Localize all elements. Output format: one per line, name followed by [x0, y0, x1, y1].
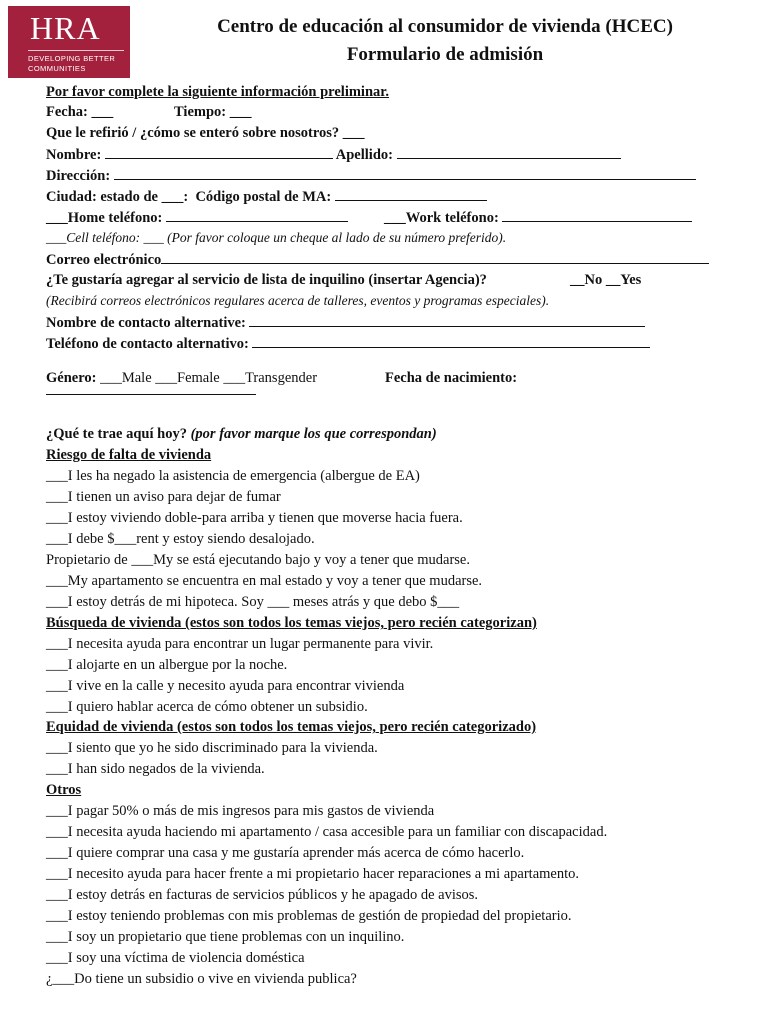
otros-item[interactable]: ___I estoy detrás en facturas de servicios públicos y he apagado de avisos.: [46, 887, 479, 903]
correo-row: [46, 251, 709, 269]
otros-item[interactable]: ___I quiere comprar una casa y me gustaría aprender más acerca de cómo hacerlo.: [46, 845, 525, 861]
nombre-input[interactable]: [105, 146, 333, 159]
home-phone-input[interactable]: [166, 209, 348, 222]
riesgo-item[interactable]: ___I tienen un aviso para dejar de fumar: [46, 489, 281, 505]
otros-item[interactable]: ¿___Do tiene un subsidio o vive en vivienda publica?: [46, 971, 357, 987]
section-equidad: Equidad de vivienda (estos son todos los temas viejos, pero recién categorizado): [46, 719, 537, 735]
otros-item[interactable]: ___I pagar 50% o más de mis ingresos para mis gastos de vivienda: [46, 803, 435, 819]
correo-input[interactable]: [161, 251, 709, 264]
apellido-label: Apellido:: [335, 147, 393, 163]
tiempo-field[interactable]: Tiempo: ___: [174, 104, 252, 120]
otros-item[interactable]: ___I soy un propietario que tiene problemas con un inquilino.: [46, 929, 405, 945]
otros-item[interactable]: ___I estoy teniendo problemas con mis problemas de gestión de propiedad del propietario.: [46, 908, 572, 924]
ciudad-row: [46, 188, 487, 206]
hra-logo: [8, 6, 130, 78]
otros-item[interactable]: ___I necesita ayuda haciendo mi apartamento / casa accesible para un familiar con discapacidad.: [46, 824, 608, 840]
reason-question: ¿Qué te trae aquí hoy? (por favor marque los que correspondan): [46, 426, 437, 442]
equidad-item[interactable]: ___I han sido negados de la vivienda.: [46, 761, 265, 777]
alt-name-row: [46, 314, 645, 332]
nombre-row: [46, 146, 621, 164]
ciudad-label[interactable]: Ciudad: estado de ___:: [46, 189, 189, 205]
alt-phone-label: Teléfono de contacto alternativo:: [46, 336, 249, 352]
nacimiento-label: Fecha de nacimiento:: [385, 370, 518, 386]
apellido-input[interactable]: [397, 146, 621, 159]
form-subtitle: Formulario de admisión: [346, 44, 544, 65]
riesgo-item[interactable]: ___I estoy detrás de mi hipoteca. Soy ___ meses atrás y que debo $___: [46, 594, 460, 610]
riesgo-item[interactable]: Propietario de ___My se está ejecutando bajo y voy a tener que mudarse.: [46, 552, 470, 568]
home-phone-row: [46, 209, 348, 227]
nacimiento-input[interactable]: [46, 394, 256, 395]
riesgo-item[interactable]: ___I les ha negado la asistencia de emergencia (albergue de EA): [46, 468, 420, 484]
alt-name-label: Nombre de contacto alternative:: [46, 315, 246, 331]
busqueda-item[interactable]: ___I vive en la calle y necesito ayuda para encontrar vivienda: [46, 678, 405, 694]
direccion-input[interactable]: [114, 167, 696, 180]
direccion-label: Dirección:: [46, 168, 111, 184]
equidad-item[interactable]: ___I siento que yo he sido discriminado para la vivienda.: [46, 740, 378, 756]
genero-row: [46, 370, 317, 387]
tenant-list-options[interactable]: __No __Yes: [570, 272, 642, 288]
work-phone-input[interactable]: [502, 209, 692, 222]
tenant-list-question: ¿Te gustaría agregar al servicio de lista de inquilino (insertar Agencia)?: [46, 272, 487, 288]
emails-note: (Recibirá correos electrónicos regulares acerca de talleres, eventos y programas especiales).: [46, 293, 550, 308]
reason-question-note: (por favor marque los que correspondan): [190, 426, 437, 442]
alt-name-input[interactable]: [249, 314, 645, 327]
fecha-field[interactable]: Fecha: ___: [46, 104, 114, 120]
nombre-label: Nombre:: [46, 147, 102, 163]
alt-phone-row: [46, 335, 650, 353]
busqueda-item[interactable]: ___I quiero hablar acerca de cómo obtener un subsidio.: [46, 699, 368, 715]
busqueda-item[interactable]: ___I necesita ayuda para encontrar un lugar permanente para vivir.: [46, 636, 434, 652]
riesgo-item[interactable]: ___I estoy viviendo doble-para arriba y tienen que moverse hacia fuera.: [46, 510, 463, 526]
cell-phone-field[interactable]: ___Cell teléfono: ___ (Por favor coloque un cheque al lado de su número preferido).: [46, 230, 507, 245]
form-title: Centro de educación al consumidor de vivienda (HCEC): [217, 16, 673, 37]
correo-label: Correo electrónico: [46, 252, 162, 268]
alt-phone-input[interactable]: [252, 335, 650, 348]
riesgo-item[interactable]: ___I debe $___rent y estoy siendo desalojado.: [46, 531, 315, 547]
otros-item[interactable]: ___I necesito ayuda para hacer frente a mi propietario hacer reparaciones a mi apartamento.: [46, 866, 580, 882]
referral-field[interactable]: Que le refirió / ¿cómo se enteró sobre nosotros? ___: [46, 125, 365, 141]
work-phone-label[interactable]: ___Work teléfono:: [384, 210, 499, 226]
logo-tagline: DEVELOPING BETTER COMMUNITIES: [28, 54, 116, 73]
section-busqueda: Búsqueda de vivienda (estos son todos los temas viejos, pero recién categorizan): [46, 615, 537, 631]
home-phone-label[interactable]: ___Home teléfono:: [46, 210, 163, 226]
codigo-input[interactable]: [335, 188, 487, 201]
section-otros: Otros: [46, 782, 82, 798]
logo-divider: [28, 50, 124, 51]
codigo-label: Código postal de MA:: [195, 189, 332, 205]
direccion-row: [46, 167, 696, 185]
genero-options[interactable]: ___Male ___Female ___Transgender: [100, 370, 318, 386]
work-phone-row: [384, 209, 692, 227]
section-riesgo: Riesgo de falta de vivienda: [46, 447, 212, 463]
intro-heading: Por favor complete la siguiente información preliminar.: [46, 84, 389, 100]
logo-text: HRA: [30, 10, 101, 46]
riesgo-item[interactable]: ___My apartamento se encuentra en mal estado y voy a tener que mudarse.: [46, 573, 483, 589]
busqueda-item[interactable]: ___I alojarte en un albergue por la noche.: [46, 657, 288, 673]
otros-item[interactable]: ___I soy una víctima de violencia doméstica: [46, 950, 305, 966]
genero-label: Género:: [46, 370, 97, 386]
